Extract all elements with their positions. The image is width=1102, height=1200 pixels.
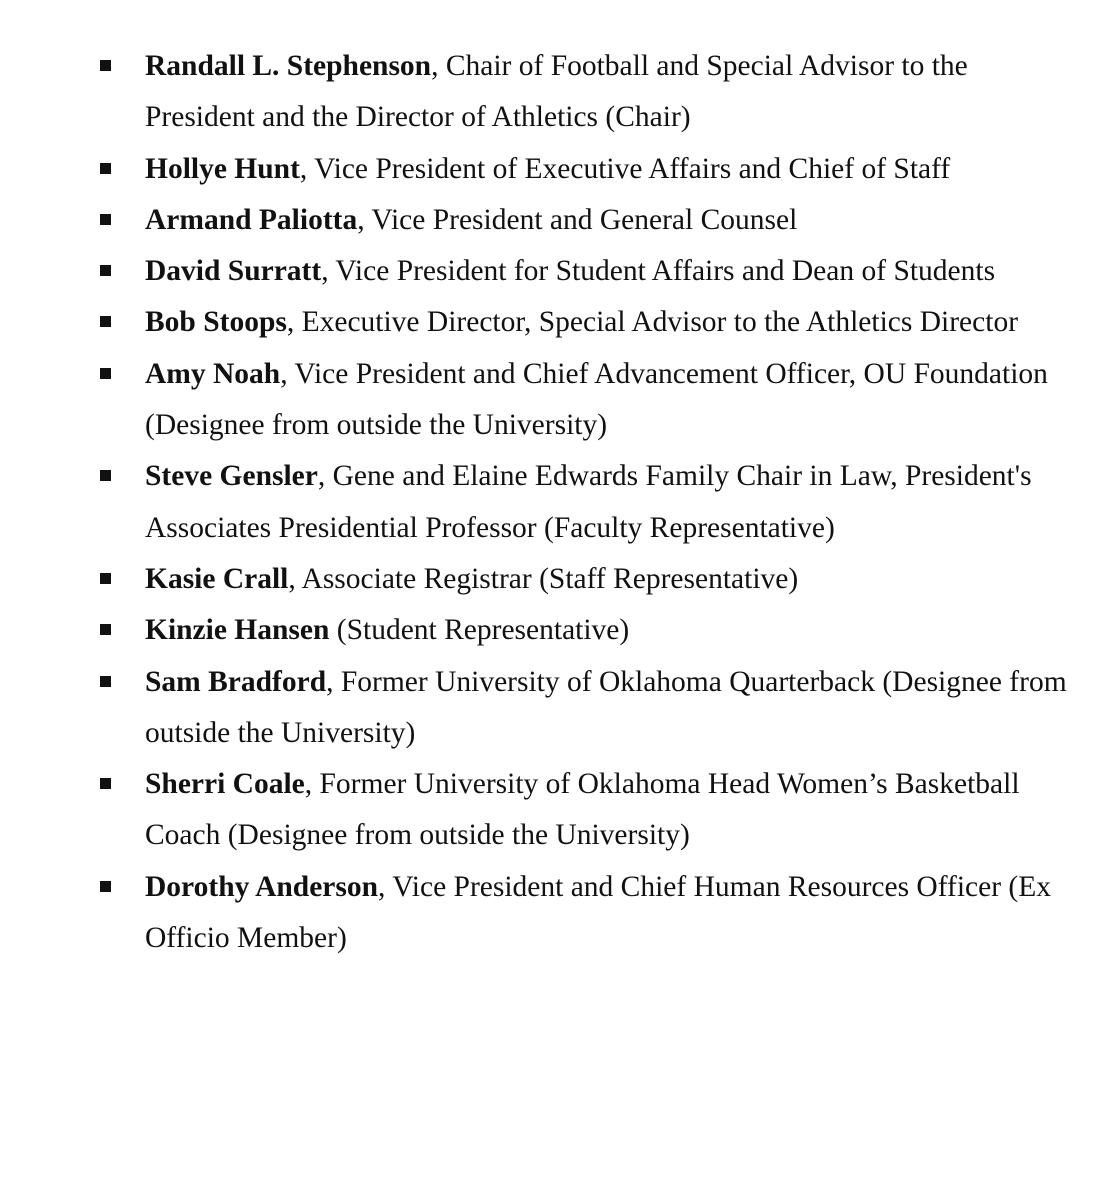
square-bullet-icon bbox=[100, 881, 111, 892]
member-name: Sam Bradford bbox=[145, 665, 327, 698]
member-title: , Executive Director, Special Advisor to the Athletics Director bbox=[286, 306, 1019, 339]
member-name: Dorothy Anderson bbox=[145, 870, 379, 903]
list-item bbox=[98, 246, 1073, 297]
square-bullet-icon bbox=[100, 163, 111, 174]
member-name: Kasie Crall bbox=[145, 562, 289, 595]
list-item bbox=[98, 554, 1073, 605]
member-title: , Vice President and General Counsel bbox=[357, 203, 798, 236]
member-name: David Surratt bbox=[145, 255, 322, 288]
list-item bbox=[98, 41, 1073, 144]
member-name: Sherri Coale bbox=[145, 768, 305, 801]
square-bullet-icon bbox=[100, 573, 111, 584]
member-name: Bob Stoops bbox=[145, 306, 287, 339]
list-item bbox=[98, 657, 1073, 760]
list-item bbox=[98, 195, 1073, 246]
square-bullet-icon bbox=[100, 470, 111, 481]
square-bullet-icon bbox=[100, 316, 111, 327]
member-name: Armand Paliotta bbox=[145, 203, 358, 236]
member-title: , Vice President for Student Affairs and Dean of Students bbox=[321, 255, 996, 288]
square-bullet-icon bbox=[100, 368, 111, 379]
member-title: , Vice President of Executive Affairs and Chief of Staff bbox=[299, 152, 951, 185]
list-item bbox=[98, 759, 1073, 862]
member-name: Randall L. Stephenson bbox=[145, 50, 432, 82]
member-title: , Former University of Oklahoma Head Women’s Basketball Coach (Designee from outside the University) bbox=[145, 768, 1020, 852]
member-name: Hollye Hunt bbox=[145, 152, 300, 185]
committee-member-list bbox=[98, 41, 1073, 964]
square-bullet-icon bbox=[100, 778, 111, 789]
square-bullet-icon bbox=[100, 624, 111, 635]
member-title: (Student Representative) bbox=[329, 614, 630, 647]
list-item bbox=[98, 451, 1073, 554]
list-item bbox=[98, 144, 1073, 195]
square-bullet-icon bbox=[100, 60, 111, 71]
square-bullet-icon bbox=[100, 265, 111, 276]
member-title: , Associate Registrar (Staff Representative) bbox=[288, 562, 799, 595]
member-title: , Vice President and Chief Advancement Officer, OU Foundation (Designee from outside the University) bbox=[145, 357, 1048, 442]
square-bullet-icon bbox=[100, 214, 111, 225]
list-item bbox=[98, 297, 1073, 348]
list-item bbox=[98, 605, 1073, 656]
member-title: , Gene and Elaine Edwards Family Chair in Law, President's Associates Presidential Professor (Faculty Representative) bbox=[145, 460, 1032, 544]
square-bullet-icon bbox=[100, 676, 111, 687]
member-title: , Former University of Oklahoma Quarterback (Designee from outside the University) bbox=[145, 665, 1067, 749]
member-title: , Chair of Football and Special Advisor to the President and the Director of Athletics (Chair) bbox=[145, 50, 968, 134]
list-item bbox=[98, 349, 1073, 452]
member-name: Steve Gensler bbox=[145, 460, 318, 493]
member-name: Amy Noah bbox=[145, 357, 281, 390]
member-name: Kinzie Hansen bbox=[145, 614, 330, 647]
list-item bbox=[98, 862, 1073, 965]
member-title: , Vice President and Chief Human Resources Officer (Ex Officio Member) bbox=[145, 870, 1052, 955]
